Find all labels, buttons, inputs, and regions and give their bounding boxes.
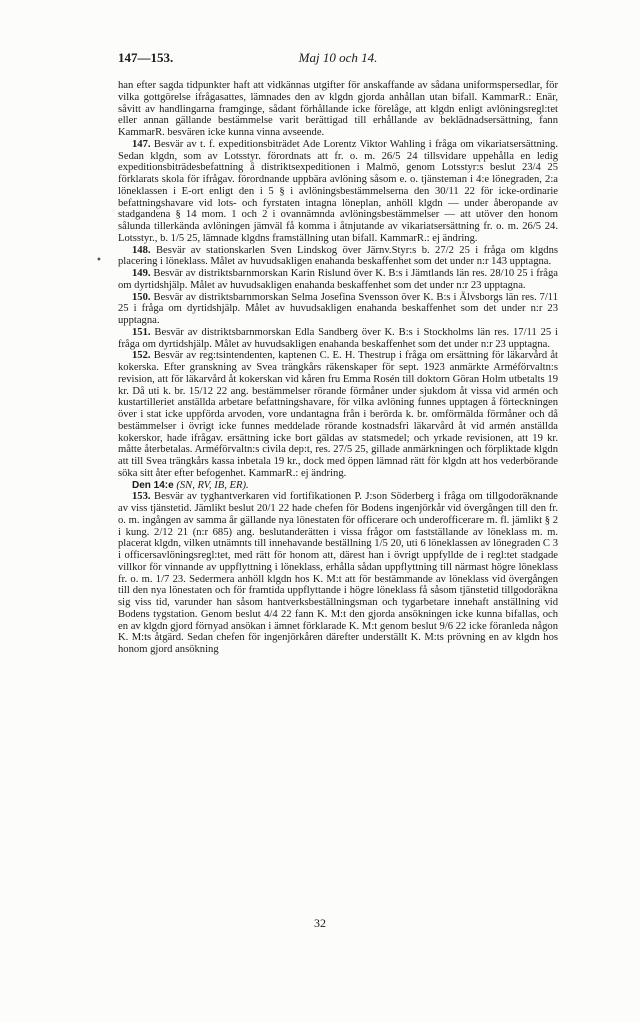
session-heading bbox=[118, 480, 558, 492]
page-header bbox=[118, 50, 558, 70]
paragraph-text: Besvär av t. f. expeditionsbiträdet Ade Lorentz Viktor Wahling i fråga om vikariatsersättning. Sedan klgdn, som av Lotsstyr. förordnats att fr. o. m. 26/5 24 tillsvidare uppehålla en ledig expeditionsbiträdesbefattning å distriktsexpeditionen i Malmö, genom Lotsstyr:s beslut 23/4 25 förklarats skola för ifrågav. förordnande uppbära avlöning såsom e. o. tjänsteman i 4:e lönegraden, 2:a löneklassen i E-ort enligt den i 5 § i avlöningsbestämmelserna den 30/11 22 för icke-ordinarie befattningshavare vid lots- och fyrstaten intagna löneplan, anhöll klgdn — under åberopande av stadgandena § 14 mom. 1 och 2 i ovannämnda avlöningsbestämmelser — att utöver den honom sålunda tillerkända avlöningen jämväl få komma i åtnjutande av vikariatsersättning fr. o. m. 26/5 24. Lotsstyr., b. 1/5 25, lämnade klgdns framställning utan bifall. KammarR.: ej ändring. bbox=[118, 138, 558, 244]
page-number: 32 bbox=[314, 916, 326, 930]
case-number: 147. bbox=[132, 138, 151, 150]
paragraph-text: Besvär av reg:tsintendenten, kaptenen C. E. H. Thestrup i fråga om ersättning för läkarvård åt kokerska. Efter granskning av Svea trängkårs räkenskaper för sept. 1923 anmärkte Arméförvaltn:s revision, att för läkarvård åt kokerskan vid kåren fru Emma Rosén till doktorn Göran Holm utbetalts 19 kr. Då uti k. br. 15/12 22 ang. bestämmelser rörande förmåner under sjukdom åt vissa vid armén och kustartilleriet anställda arbetare befattningshavare, för vilka avlöning funnes upptagen å förteckningen över i stat icke uppförda arvoden, vore undantagna från i berörda k. br. omförmälda förmåner och då bestämmelser i övrigt icke funnes meddelade rörande kostnadsfri läkarvård åt vid armén anställda kokerskor, hade ifrågav. ersättning icke bort gäldas av statsmedel; och yrkade revisionen, att 19 kr. måtte återbetalas. Arméförvaltn:s civila dep:t, res. 27/5 25, gillade anmärkningen och förpliktade klgdn att till Svea trängkårs kassa inbetala 19 kr., dock med öppen lämnad rätt för klgdn att hos vederbörande söka sitt åter efter befogenhet. KammarR.: ej ändring. bbox=[118, 350, 558, 479]
session-date: Maj 10 och 14. bbox=[298, 50, 378, 65]
paragraph-text: Besvär av distriktsbarnmorskan Edla Sandberg över K. B:s i Stockholms län res. 17/11 25 i fråga om dyrtidshjälp. Målet av huvudsakligen enahanda beskaffenhet som det under n:r 23 upptagna. bbox=[118, 326, 559, 350]
paragraph-text: han efter sagda tidpunkter haft att vidkännas utgifter för anskaffande av sådana uniformspersedlar, för vilka gottgörelse ifrågasattes, lämnades den av klgdn gjorda anhållan utan bifall. KammarR.: Enär, såvitt av handlingarna framginge, sådant förhållande icke förelåge, att klgdn enligt avlöningsregl:tet eller annan gällande bestämmelse varit berättigad till erhållande av beklädnadsersättning, fann KammarR. besvären icke kunna vinna avseende. bbox=[118, 80, 558, 138]
paragraph-text: Besvär av distriktsbarnmorskan Selma Josefina Svensson över K. B:s i Älvsborgs län res. 7/11 25 i fråga om dyrtidshjälp. Målet av huvudsakligen enahanda beskaffenhet som det under n:r 23 upptagna. bbox=[118, 291, 558, 326]
session-day: Den 14:e bbox=[132, 479, 174, 491]
body-text bbox=[118, 80, 558, 656]
case-152 bbox=[118, 350, 558, 479]
case-150 bbox=[118, 292, 558, 327]
paragraph-text: Besvär av tyghantverkaren vid fortifikationen P. J:son Söderberg i fråga om tillgodoräknande av viss tjänstetid. Jämlikt beslut 20/1 22 hade chefen för Bodens ingenjörkår vid övergången till den fr. o. m. ingången av samma år gällande nya lönestaten för officerare och underofficerare m. fl. jämlikt § 2 i kung. 2/12 21 (n:r 685) ang. beslutanderätten i vissa frågor om fastställande av löneklass m. m. placerat klgdn, vilken utnämnts till innehavande beställning 1/5 20, uti 6 löneklassen av lönegraden C 3 i officersavlöningsregl:tet, med rätt för honom att, därest han i övrigt uppfyllde de i regl:tet stadgade villkor för vinnande av uppflyttning i löneklass, erhålla sådan uppflyttning till närmast högre löneklass fr. o. m. 1/7 23. Sedermera anhöll klgdn hos K. M:t att för bestämmande av löneklass vid övergången till den nya lönestaten och för framtida uppflyttande i högre löneklass få såsom tjänstetid tillgodoräkna sig viss tid, varunder han såsom hantverksbeställningsman och tygarbetare innehaft anställning vid Bodens tygstation. Genom beslut 4/4 22 fann K. M:t den gjorda ansökningen icke kunna bifallas, och en av klgdn gjord förnyad ansökan i ämnet förklarade K. M:t genom beslut 9/6 22 icke föranleda någon K. M:ts åtgärd. Sedan chefen för ingenjörkåren därefter underställt K. M:ts prövning en av klgdn hos honom gjord ansökning bbox=[118, 491, 558, 655]
case-151 bbox=[118, 327, 558, 351]
case-153 bbox=[118, 491, 558, 656]
session-members: (SN, RV, IB, ER). bbox=[176, 479, 249, 491]
case-147 bbox=[118, 139, 558, 245]
case-number: 148. bbox=[132, 244, 151, 256]
case-148 bbox=[118, 245, 558, 269]
margin-mark: • bbox=[96, 255, 102, 266]
case-149 bbox=[118, 268, 558, 292]
case-range: 147—153. bbox=[118, 50, 174, 65]
case-number: 149. bbox=[132, 268, 151, 279]
paragraph-continuation bbox=[118, 80, 558, 139]
paragraph-text: Besvär av stationskarlen Sven Lindskog över Järnv.Styr:s b. 27/2 25 i fråga om klgdns placering i löneklass. Målet av huvudsakligen enahanda beskaffenhet som det under n:r 143 upptagna. bbox=[118, 244, 558, 268]
paragraph-text: Besvär av distriktsbarnmorskan Karin Rislund över K. B:s i Jämtlands län res. 28/10 25 i fråga om dyrtidshjälp. Målet av huvudsakligen enahanda beskaffenhet som det under n:r 23 upptagna. bbox=[118, 268, 558, 291]
case-number: 150. bbox=[132, 291, 151, 303]
case-number: 152. bbox=[132, 350, 151, 362]
case-number: 153. bbox=[132, 491, 151, 503]
case-number: 151. bbox=[132, 326, 151, 338]
